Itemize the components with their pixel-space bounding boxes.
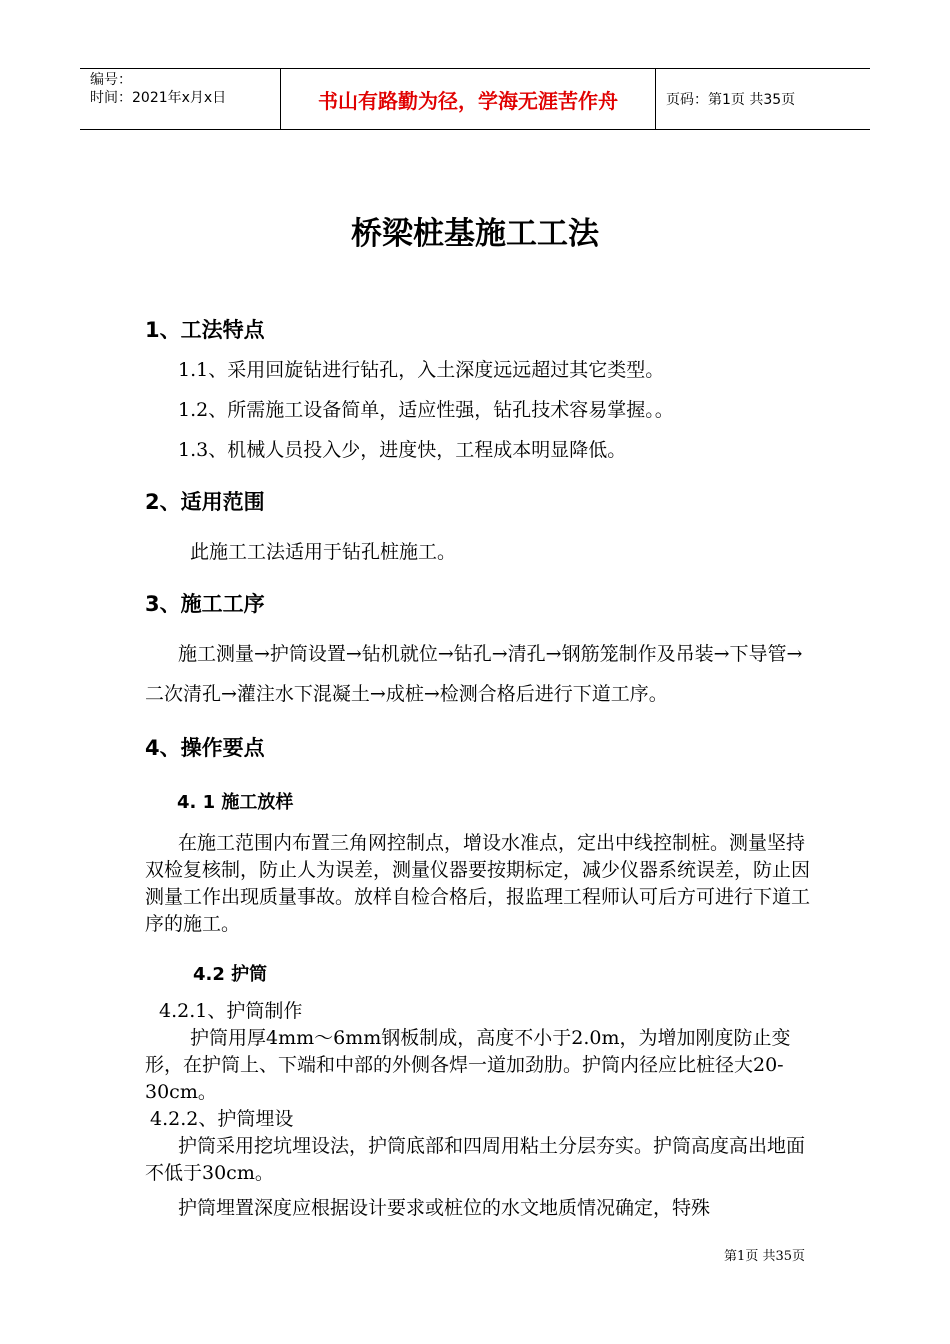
number-label: 编号： (90, 72, 132, 88)
section-1-1: 1.1、采用回旋钻进行钻孔，入土深度远远超过其它类型。 (178, 359, 665, 381)
document-body (145, 310, 810, 1222)
time-label: 时间：2021年x月x日 (90, 90, 227, 106)
section-1-2: 1.2、所需施工设备简单，适应性强，钻孔技术容易掌握。。 (178, 399, 674, 421)
section-4-1-text: 在施工范围内布置三角网控制点，增设水准点，定出中线控制桩。测量坚持双检复核制，防止人为误差，测量仪器要按期标定，减少仪器系统误差，防止因测量工作出现质量事故。放样自检合格后，报监理工程师认可后方可进行下道工序的施工。 (145, 832, 811, 935)
header-page-info: 页码：第1页 共35页 (666, 92, 796, 108)
section-1-3: 1.3、机械人员投入少，进度快，工程成本明显降低。 (178, 439, 627, 461)
section-1-title: 1、工法特点 (145, 318, 265, 342)
section-2-text: 此施工工法适用于钻孔桩施工。 (190, 541, 457, 563)
section-4-title: 4、操作要点 (145, 736, 265, 760)
document-title: 桥梁桩基施工工法 (351, 216, 599, 252)
header-meta (80, 69, 280, 129)
section-4-1-title: 4. 1 施工放样 (177, 792, 294, 813)
section-4-2-title: 4.2 护筒 (193, 964, 268, 985)
section-4-2-2-text-2: 护筒埋置深度应根据设计要求或桩位的水文地质情况确定，特殊 (178, 1197, 711, 1219)
header-motto: 书山有路勤为径，学海无涯苦作舟 (280, 69, 656, 129)
section-4-2-1-title: 4.2.1、护筒制作 (159, 1000, 303, 1022)
section-3-text: 施工测量→护筒设置→钻机就位→钻孔→清孔→钢筋笼制作及吊装→下导管→二次清孔→灌注水下混凝土→成桩→检测合格后进行下道工序。 (145, 643, 803, 705)
page-header (80, 68, 870, 130)
section-4-2-2-text-1: 护筒采用挖坑埋设法，护筒底部和四周用粘土分层夯实。护筒高度高出地面不低于30cm。 (145, 1135, 806, 1184)
section-4-2-2-title: 4.2.2、护筒埋设 (150, 1108, 294, 1130)
section-4-2-1-text: 护筒用厚4mm～6mm钢板制成，高度不小于2.0m，为增加刚度防止变形，在护筒上、下端和中部的外侧各焊一道加劲肋。护筒内径应比桩径大20-30cm。 (145, 1027, 791, 1103)
page-footer: 第1页 共35页 (724, 1249, 805, 1264)
section-2-title: 2、适用范围 (145, 490, 265, 514)
section-3-title: 3、施工工序 (145, 592, 265, 616)
